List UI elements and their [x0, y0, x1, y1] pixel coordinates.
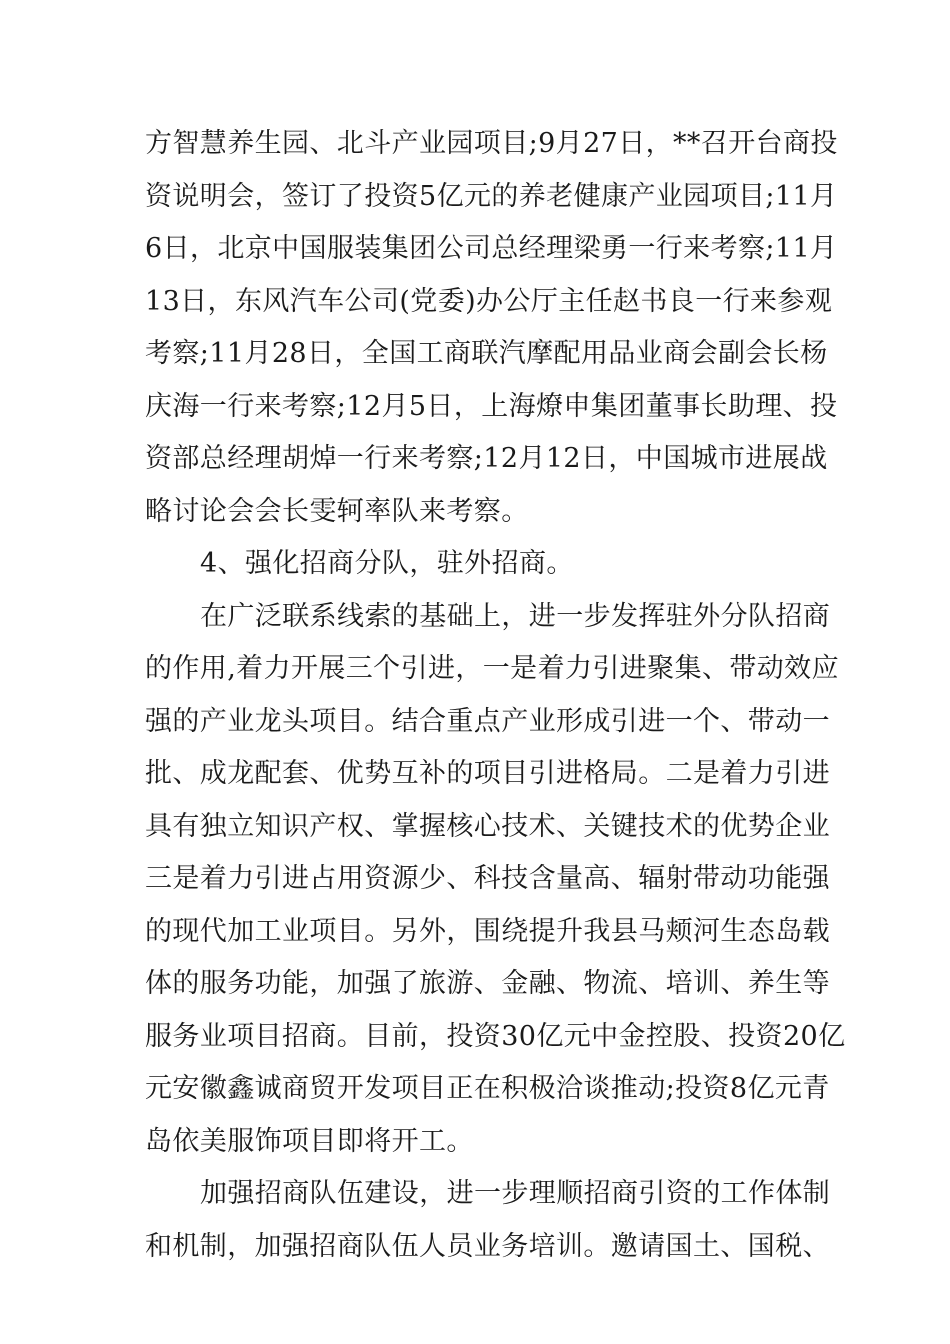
- text-line: 庆海一行来考察;12月5日，上海燎申集团董事长助理、投: [145, 390, 838, 422]
- text-line: 略讨论会会长雯轲率队来考察。: [145, 495, 529, 527]
- text-line: 强的产业龙头项目。结合重点产业形成引进一个、带动一: [145, 705, 830, 737]
- text-line: 资部总经理胡焯一行来考察;12月12日，中国城市进展战: [145, 443, 828, 474]
- text-line: 三是着力引进占用资源少、科技含量高、辐射带动功能强: [145, 863, 830, 894]
- text-line: 的作用,着力开展三个引进，一是着力引进聚集、带动效应: [145, 653, 839, 684]
- document-body: [145, 118, 846, 1273]
- text-line: 岛依美服饰项目即将开工。: [145, 1125, 474, 1157]
- text-line: 13日，东风汽车公司(党委)办公厅主任赵书良一行来参观: [145, 285, 833, 317]
- text-line: 具有独立知识产权、掌握核心技术、关键技术的优势企业: [145, 810, 830, 842]
- paragraph-first-line: 加强招商队伍建设，进一步理顺招商引资的工作体制: [200, 1178, 831, 1209]
- text-line: 元安徽鑫诚商贸开发项目正在积极洽谈推动;投资8亿元青: [145, 1073, 830, 1104]
- text-line: 和机制，加强招商队伍人员业务培训。邀请国土、国税、: [145, 1230, 830, 1262]
- paragraph-first-line: 在广泛联系线索的基础上，进一步发挥驻外分队招商: [200, 600, 831, 632]
- text-line: 服务业项目招商。目前，投资30亿元中金控股、投资20亿: [145, 1020, 846, 1052]
- section-heading: 4、强化招商分队，驻外招商。: [200, 548, 574, 579]
- text-line: 体的服务功能，加强了旅游、金融、物流、培训、养生等: [145, 968, 830, 999]
- text-line: 的现代加工业项目。另外，围绕提升我县马颊河生态岛载: [145, 915, 830, 947]
- text-line: 考察;11月28日，全国工商联汽摩配用品业商会副会长杨: [145, 338, 828, 369]
- text-line: 资说明会，签订了投资5亿元的养老健康产业园项目;11月: [145, 180, 838, 212]
- text-line: 6日，北京中国服装集团公司总经理梁勇一行来考察;11月: [145, 233, 838, 264]
- text-line: 方智慧养生园、北斗产业园项目;9月27日，**召开台商投: [145, 128, 838, 159]
- text-line: 批、成龙配套、优势互补的项目引进格局。二是着力引进: [145, 758, 830, 789]
